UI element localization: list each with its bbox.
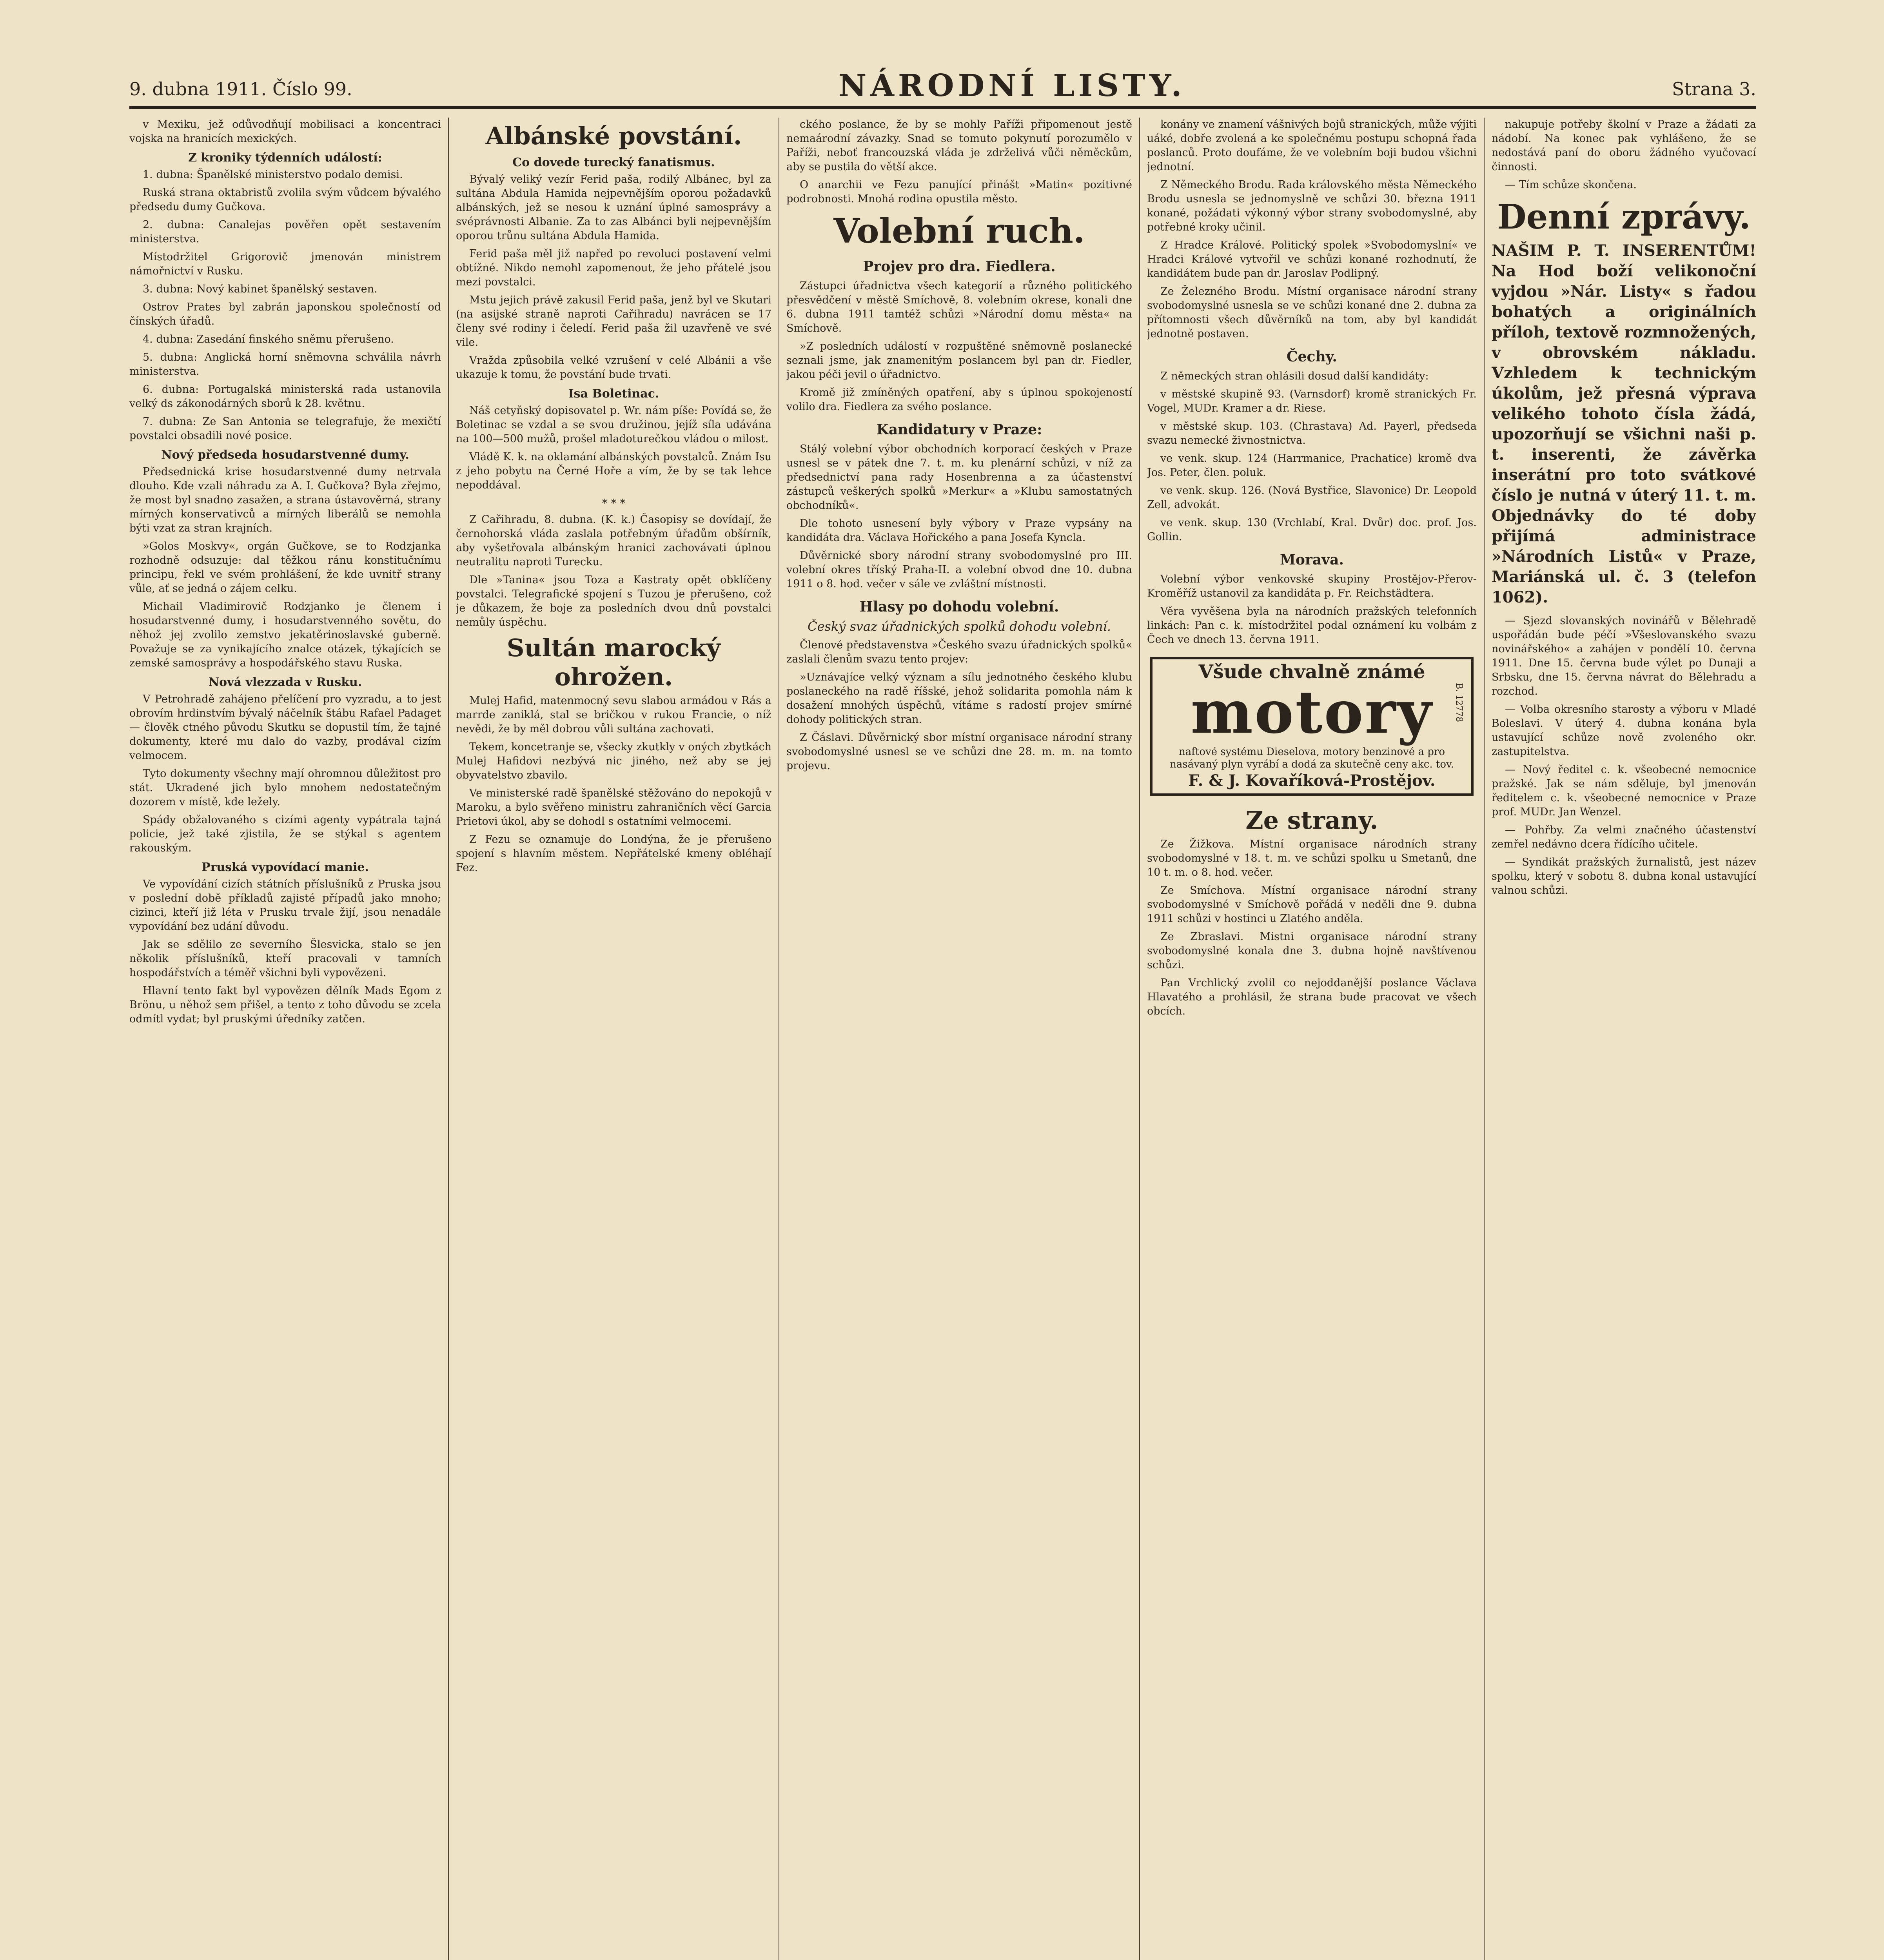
page-header (129, 59, 1756, 109)
article-paragraph: nakupuje potřeby školní v Praze a žádati za nádobí. Na konec pak vyhlášeno, že se nedostává paní do oboru žádného vyučovací činnosti. (1492, 118, 1756, 173)
chronicle-item: 6. dubna: Portugalská ministerská rada ustanovila velký ds zákonodárných sborů k 28. květnu. (129, 383, 441, 410)
chronicle-item: Ostrov Prates byl zabrán japonskou společností od čínských úřadů. (129, 301, 441, 327)
article-paragraph: Důvěrnické sbory národní strany svobodomyslné pro III. volební okres tříský Praha-II. a volební obvod dne 10. dubna 1911 o 8. hod. večer v sále ve zvláštní místnosti. (786, 550, 1132, 590)
article-paragraph: Z Fezu se oznamuje do Londýna, že je přerušeno spojení s hlavním městem. Nepřátelské kmeny obléhají Fez. (456, 833, 771, 874)
article-paragraph: Z Německého Brodu. Rada královského města Německého Brodu usnesla se jednomyslně ve schůzi 30. března 1911 konané, požádati výkonný výbor strany svobodomyslné, aby potřebné kroky učinil. (1147, 179, 1477, 233)
column-rule (448, 118, 449, 1960)
article-paragraph: Ze Zbraslavi. Mistni organisace národní strany svobodomyslné konala dne 3. dubna hojně navštívenou schůzi. (1147, 931, 1477, 971)
news-item: — Syndikát pražských žurnalistů, jest název spolku, který v sobotu 8. dubna konal ustavující valnou schůzi. (1492, 856, 1756, 897)
ad-company: F. & J. Kovaříková-Prostějov. (1188, 771, 1436, 790)
article-paragraph: Předsednická krise hosudarstvenné dumy netrvala dlouho. Kde vzali náhradu za A. I. Gučkova? Byla zřejmo, že most byl snadno zasažen, a strana ústavověrná, strany mírných konservativců a mírných liberálů se nemohla býti vzat za stran krajních. (129, 466, 441, 534)
chronicle-item: 3. dubna: Nový kabinet španělský sestaven. (143, 283, 378, 295)
column-5 (1492, 118, 1756, 1960)
article-paragraph: Pan Vrchlický zvolil co nejoddanější poslance Václava Hlavatého a prohlásil, že strana bude pracovat ve všech obcích. (1147, 977, 1477, 1017)
separator: * * * (602, 497, 626, 510)
section-heading: Z kroniky týdenních událostí: (188, 151, 382, 165)
article-paragraph: Ze Smíchova. Místní organisace národní strany svobodomyslné v Smíchově pořádá v neděli dne 9. dubna 1911 schůzi v hostinci u Zlatého anděla. (1147, 884, 1477, 925)
section-heading: Nová vlezzada v Rusku. (208, 675, 362, 689)
article-paragraph: »Uznávajíce velký význam a sílu jednotného českého klubu poslaneckého na radě říšské, jehož solidarita pomohla nám k dosažení mnohých úspěchů, vítáme s radostí projev smírné dohody politických stran. (786, 671, 1132, 726)
news-item: — Nový ředitel c. k. všeobecné nemocnice pražské. Jak se nám sděluje, byl jmenován ředitelem c. k. všeobecné nemocnice v Praze prof. MUDr. Jan Wenzel. (1492, 764, 1756, 818)
page-number: Strana 3. (1672, 78, 1756, 100)
article-paragraph: Ferid paša měl již napřed po revoluci postavení velmi obtížné. Nikdo nemohl zapomenout, že jeho přátelé jsou mezi povstalci. (456, 248, 771, 288)
article-paragraph: »Z posledních událostí v rozpuštěné sněmovně poslanecké seznali jsme, jak znamenitým poslancem byl pan dr. Fiedler, jakou péči jevil o úřadnictvo. (786, 340, 1132, 381)
article-paragraph: Mstu jejich právě zakusil Ferid paša, jenž byl ve Skutari (na asijské straně naproti Cařihradu) navrácen se 17 členy své rodiny i čeledí. Ferid paša žil uzavřeně ve své vile. (456, 294, 771, 348)
article-paragraph: Vražda způsobila velké vzrušení v celé Albánii a vše ukazuje k tomu, že povstání bude trvati. (456, 354, 771, 381)
ad-description: naftové systému Dieselova, motory benzinové a pro nasávaný plyn vyrábí a dodá za skutečně ceny akc. tov. (1170, 746, 1454, 770)
section-heading: Kandidatury v Praze: (876, 421, 1042, 438)
candidate-item: ve venk. skup. 126. (Nová Bystřice, Slavonice) Dr. Leopold Zell, advokát. (1147, 485, 1477, 511)
column-1 (129, 118, 441, 1960)
article-paragraph: Bývalý veliký vezír Ferid paša, rodilý Albánec, byl za sultána Abdula Hamida nejpevnějším oporou požadavků albánských, jež se nesou k uznání úplné samosprávy a svéprávnosti Albanie. Za to zas Albánci byli nejpevnějším oporou trůnu sultána Abdula Hamida. (456, 173, 771, 242)
ad-product: motory (1191, 678, 1433, 747)
article-paragraph: Dle tohoto usnesení byly výbory v Praze vypsány na kandidáta dra. Václava Hořického a pana Josefa Kyncla. (786, 517, 1132, 544)
article-title: Denní zprávy. (1497, 197, 1751, 237)
column-rule (1484, 118, 1485, 1960)
article-title: Ze strany. (1245, 806, 1378, 835)
chronicle-item: 7. dubna: Ze San Antonia se telegrafuje, že mexičtí povstalci obsadili nové posice. (129, 416, 441, 442)
candidate-item: ve venk. skup. 130 (Vrchlabí, Kral. Dvůr) doc. prof. Jos. Gollin. (1147, 517, 1477, 543)
candidate-item: ve venk. skup. 124 (Harrmanice, Prachatice) kromě dva Jos. Peter, člen. poluk. (1147, 452, 1477, 479)
article-paragraph: Z německých stran ohlásili dosud další kandidáty: (1160, 370, 1429, 382)
motory-advertisement (1150, 657, 1474, 796)
chronicle-item: 2. dubna: Canalejas pověřen opět sestavením ministerstva. (129, 219, 441, 245)
article-title: Sultán marocký ohrožen. (506, 633, 721, 691)
article-paragraph: Jak se sdělilo ze severního Šlesvicka, stalo se jen několik příslušníků, kteří pracovali v tamních hospodářstvích a téměř všichni byli vypovězeni. (129, 938, 441, 979)
chronicle-item: Místodržitel Grigorovič jmenován ministrem námořnictví v Rusku. (129, 251, 441, 277)
article-paragraph: »Golos Moskvy«, orgán Gučkove, se to Rodzjanka rozhodně odsuzuje: dal těžkou ránu konstitučnímu principu, řekl ve svém prohlášení, že kde uvnitř strany vůle, ať se jedná o zájem celku. (129, 540, 441, 595)
article-paragraph: Z Hradce Králové. Politický spolek »Svobodomyslní« ve Hradci Králové vytvořil ve schůzi konané rozhodnutí, že kandidátem bude pan dr. Jaroslav Podlipný. (1147, 239, 1477, 279)
ad-tagline: Všude chvalně známé (1198, 661, 1425, 683)
article-paragraph: Náš cetyňský dopisovatel p. Wr. nám píše: Povídá se, že Boletinac se vzdal a se svou družinou, jejíž síla udávána na 100—500 mužů, prošel mladoturečkou vládou o milost. (456, 405, 771, 445)
article-paragraph: Zástupci úřadnictva všech kategorií a různého politického přesvědčení v městě Smíchově, 8. volebním okrese, konali dne 6. dubna 1911 tamtéž schůzi »Národní domu města« na Smíchově. (786, 280, 1132, 334)
chronicle-item: 5. dubna: Anglická horní sněmovna schválila návrh ministerstva. (129, 351, 441, 377)
news-item: — Volba okresního starosty a výboru v Mladé Boleslavi. V úterý 4. dubna konána byla ustavující schůze nově zvoleného okr. zastupitelstva. (1492, 703, 1756, 758)
chronicle-item: 1. dubna: Španělské ministerstvo podalo demisi. (143, 169, 403, 181)
issue-date: 9. dubna 1911. Číslo 99. (129, 78, 352, 100)
inserent-notice: NAŠIM P. T. INSERENTŮM! Na Hod boží velikonoční vyjdou »Nár. Listy« s řadou bohatých a originálních příloh, textově rozmnožených, v obrovském nákladu. Vzhledem k technickým úkolům, jež přesná výprava velikého tohoto čísla žádá, upozorňují se všichni naši p. t. inserenti, že závěrka inserátní pro toto svátkové číslo je nutná v úterý 11. t. m. Objednávky do té doby přijímá administrace »Národních Listů« v Praze, Mariánská ul. č. 3 (telefon 1062). (1492, 241, 1756, 606)
article-paragraph: Stálý volební výbor obchodních korporací českých v Praze usnesl se v pátek dne 7. t. m. ku plenární schůzi, v níž za předsednictví pana rady Hosenbrenna a za účastenství zástupců veškerých spolků »Merkur« a »Klubu samostatných obchodníků«. (786, 443, 1132, 512)
article-paragraph: Věra vyvěšena byla na národních pražských telefonních linkách: Pan c. k. místodržitel podal oznámení ku volbám z Čech ve dnech 13. června 1911. (1147, 605, 1477, 646)
column-3 (786, 118, 1132, 1960)
article-title: Volební ruch. (833, 211, 1085, 251)
chronicle-item: 4. dubna: Zasedání finského sněmu přerušeno. (143, 333, 394, 345)
article-paragraph: Spády obžalovaného s cizími agenty vypátrala tajná policie, jež také zjistila, že se stýkal s agentem rakouským. (129, 814, 441, 854)
masthead: NÁRODNÍ LISTY. (839, 68, 1186, 103)
article-paragraph: Ve ministerské radě španělské stěžováno do nepokojů v Maroku, a bylo svěřeno ministru zahraničních věcí Garcia Prietovi úkol, aby se dohodl s ostatními velmocemi. (456, 787, 771, 828)
section-heading: Morava. (1280, 552, 1344, 568)
article-paragraph: v Mexiku, jež odůvodňují mobilisaci a koncentraci vojska na hranicích mexických. (129, 118, 441, 145)
candidate-item: v městské skupině 93. (Varnsdorf) kromě stranických Fr. Vogel, MUDr. Kramer a dr. Riese. (1147, 388, 1477, 414)
candidate-item: v městské skup. 103. (Chrastava) Ad. Payerl, předseda svazu nemecké živnostnictva. (1147, 420, 1477, 446)
article-paragraph: Ze Žižkova. Místní organisace národních strany svobodomyslné v 18. t. m. ve schůzi spolku u Smetanů, dne 10 t. m. o 8. hod. večer. (1147, 838, 1477, 878)
chronicle-item: Ruská strana oktabristů zvolila svým vůdcem bývalého předsedu dumy Gučkova. (129, 187, 441, 213)
article-paragraph: Členové představenstva »Českého svazu úřadnických spolků« zaslali členům svazu tento projev: (786, 639, 1132, 665)
article-paragraph: Vládě K. k. na oklamání albánských povstalců. Znám Isu z jeho pobytu na Černé Hoře a vím, že by se tak lehce nepoddával. (456, 451, 771, 491)
column-2 (456, 118, 771, 1960)
section-heading: Pruská vypovídací manie. (201, 860, 369, 874)
article-paragraph: V Petrohradě zahájeno přelíčení pro vyzradu, a to jest obrovím hrdinstvím bývalý náčelník štábu Rafael Padaget — člověk ctného původu Skutku se dopustil tím, že tajné dokumenty, které mu dalo do vazby, prodával cizím velmocem. (129, 693, 441, 762)
article-paragraph: konány ve znamení vášnivých bojů stranických, může výjiti uáké, dobře zvolená a ke společnému postupu schopná řada poslanců. Proto doufáme, že ve volebním boji budou všichni jednotní. (1147, 118, 1477, 173)
news-item: — Sjezd slovanských novinářů v Bělehradě uspořádán bude péčí »Všeslovanského svazu novinářského« a zahájen v pondělí 10. června 1911. Dne 15. června bude výlet po Dunaji a Srbsku, dne 15. června návrat do Bělehradu a rozchod. (1492, 615, 1756, 697)
article-paragraph: — Tím schůze skončena. (1505, 179, 1637, 191)
ad-code: B. 12778 (1454, 683, 1464, 722)
section-heading: Isa Boletinac. (568, 387, 659, 401)
article-paragraph: Z Cařihradu, 8. dubna. (K. k.) Časopisy se dovídají, že černohorská vláda zaslala potřebným úřadům obšírník, aby vyšetřovala albánským hranici zachovávati úplnou neutralitu naproti Turecku. (456, 514, 771, 568)
column-rule (1139, 118, 1140, 1960)
news-item: — Pohřby. Za velmi značného účastenství zemřel nedávno dcera řídícího učitele. (1492, 824, 1756, 850)
section-heading: Čechy. (1287, 348, 1337, 365)
article-subtitle: Projev pro dra. Fiedlera. (863, 258, 1056, 275)
article-paragraph: ckého poslance, že by se mohly Paříži připomenout jestě nemaárodní závazky. Snad se tomuto pokynutí porozumělo v Paříži, neboť francouzská vláda je zdrželivá vůči něměckům, aby se pustila do větší akce. (786, 118, 1132, 173)
section-heading: Hlasy po dohodu volební. (859, 599, 1059, 615)
column-4 (1147, 118, 1477, 1960)
article-paragraph: Tyto dokumenty všechny mají ohromnou důležitost pro stát. Ukradené jich bylo mnohem nedostatečným dozorem v místě, kde ležely. (129, 768, 441, 808)
article-paragraph: Mulej Hafid, matenmocný sevu slabou armádou v Rás a marrde zaniklá, stal se bričkou v rukou Francie, o níž nevědi, že by měl dobrou vůli sultána zachovati. (456, 695, 771, 735)
article-paragraph: Kromě již zmíněných opatření, aby s úplnou spokojeností volilo dra. Fiedlera za svého poslance. (786, 387, 1132, 413)
article-paragraph: Ve vypovídání cizích státních příslušníků z Pruska jsou v poslední době příkladů zajisté případů jako mnoho; cizinci, kteří již léta v Prusku trvale žijí, jsou nenadále vypovídání bez udání důvodu. (129, 878, 441, 933)
article-paragraph: O anarchii ve Fezu panující přinášt »Matin« pozitivné podrobnosti. Mnohá rodina opustila město. (786, 179, 1132, 205)
article-title: Albánské povstání. (485, 122, 742, 150)
article-paragraph: Volební výbor venkovské skupiny Prostějov-Přerov-Kroměříž ustanovil za kandidáta p. Fr. Reichstädtera. (1147, 573, 1477, 599)
article-paragraph: Dle »Tanina« jsou Toza a Kastraty opět obklíčeny povstalci. Telegrafické spojení s Tuzou je přerušeno, což je důkazem, že boje za posledních dvou dnů povstalci nemůly úspěchu. (456, 574, 771, 628)
section-heading: Nový předseda hosudarstvenné dumy. (161, 448, 409, 462)
article-paragraph: Ze Železného Brodu. Místní organisace národní strany svobodomyslné usnesla se ve schůzi konané dne 2. dubna za přítomnosti všech důvěrníků na tom, aby byl kandidát jednotně postaven. (1147, 285, 1477, 340)
article-paragraph: Hlavní tento fakt byl vypovězen dělník Mads Egom z Brönu, u něhož sem přišel, a tento z toho důvodu se zcela odmítl vydat; byl pruskými úředníky zatčen. (129, 985, 441, 1025)
article-subtitle: Co dovede turecký fanatismus. (512, 156, 715, 169)
article-paragraph: Tekem, koncetranje se, všecky zkutkly v oných zbytkách Mulej Hafidovi nezbývá nic jiného, než aby se jej obyvatelstvo zbavilo. (456, 741, 771, 781)
section-subheading: Český svaz úřadnických spolků dohodu volební. (808, 619, 1111, 634)
article-paragraph: Michail Vladimirovič Rodzjanko je členem i hosudarstvenné dumy, i hosudarstvenného sovětu, do něhož jej zvolilo zemstvo jekatěrinoslavské guberně. Považuje se za vynikajícího znalce otázek, týkajících se zemské samosprávy a hospodářského stavu Ruska. (129, 601, 441, 669)
article-paragraph: Z Čáslavi. Důvěrnický sbor místní organisace národní strany svobodomyslné usnesl se ve schůzi dne 28. m. m. na tomto projevu. (786, 731, 1132, 772)
